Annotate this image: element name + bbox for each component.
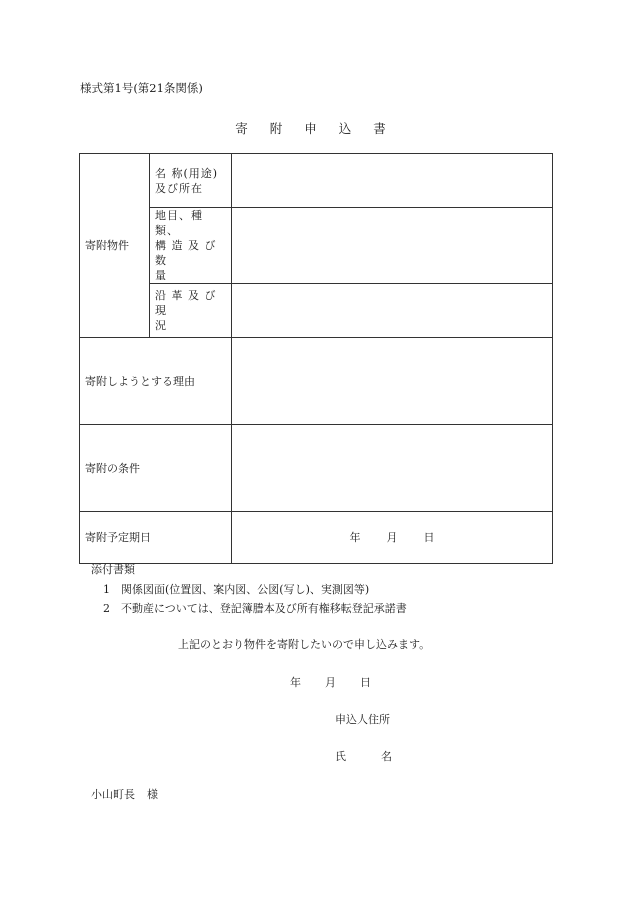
document-title: 寄 附 申 込 書 bbox=[235, 121, 395, 136]
attachment-item bbox=[103, 581, 369, 597]
donation-form-table bbox=[79, 153, 553, 564]
addressee bbox=[91, 786, 158, 802]
history-label-line1: 沿 革 及 び 現 bbox=[155, 289, 217, 317]
applicant-name-label bbox=[335, 748, 392, 764]
land-structure-label bbox=[150, 208, 232, 284]
land-label-line3: 量 bbox=[155, 269, 167, 282]
name-location-label bbox=[150, 154, 232, 208]
history-status-label bbox=[150, 284, 232, 338]
signature-year-label: 年 bbox=[290, 676, 301, 689]
name-location-field[interactable] bbox=[232, 154, 553, 208]
applicant-address-label: 申込人住所 bbox=[335, 713, 390, 726]
attachment-number: 1 bbox=[103, 583, 110, 596]
attachment-text: 不動産については、登記簿謄本及び所有権移転登記承諾書 bbox=[121, 602, 407, 615]
reason-label: 寄附しようとする理由 bbox=[80, 338, 232, 425]
attachment-item bbox=[103, 600, 407, 616]
signature-day-label: 日 bbox=[360, 676, 371, 689]
attachments-title: 添付書類 bbox=[91, 563, 135, 576]
date-year-label: 年 bbox=[349, 531, 361, 544]
history-label-line2: 況 bbox=[155, 319, 167, 332]
attachment-number: 2 bbox=[103, 602, 110, 615]
history-status-field[interactable] bbox=[232, 284, 553, 338]
name-label-line1: 名 称(用途) bbox=[155, 166, 219, 180]
scheduled-date-field[interactable] bbox=[232, 512, 553, 564]
attachment-text: 関係図面(位置図、案内図、公図(写し)、実測図等) bbox=[121, 583, 370, 596]
name-label-line2: 及び所在 bbox=[155, 181, 203, 195]
addressee-name: 小山町長 bbox=[91, 788, 135, 801]
signature-month-label: 月 bbox=[325, 676, 336, 689]
declaration-text: 上記のとおり物件を寄附したいので申し込みます。 bbox=[178, 638, 431, 651]
signature-date bbox=[290, 674, 371, 690]
scheduled-date-label: 寄附予定期日 bbox=[80, 512, 232, 564]
date-month-label: 月 bbox=[386, 531, 398, 544]
conditions-field[interactable] bbox=[232, 425, 553, 512]
name-char-2: 名 bbox=[381, 750, 392, 763]
land-structure-field[interactable] bbox=[232, 208, 553, 284]
name-char-1: 氏 bbox=[335, 750, 346, 763]
property-group-label: 寄附物件 bbox=[80, 154, 150, 338]
land-label-line2: 構 造 及 び 数 bbox=[155, 239, 217, 267]
conditions-label: 寄附の条件 bbox=[80, 425, 232, 512]
form-number: 様式第1号(第21条関係) bbox=[80, 81, 203, 95]
reason-field[interactable] bbox=[232, 338, 553, 425]
addressee-honorific: 様 bbox=[147, 788, 158, 801]
date-day-label: 日 bbox=[423, 531, 435, 544]
land-label-line1: 地目、種類、 bbox=[155, 209, 203, 237]
